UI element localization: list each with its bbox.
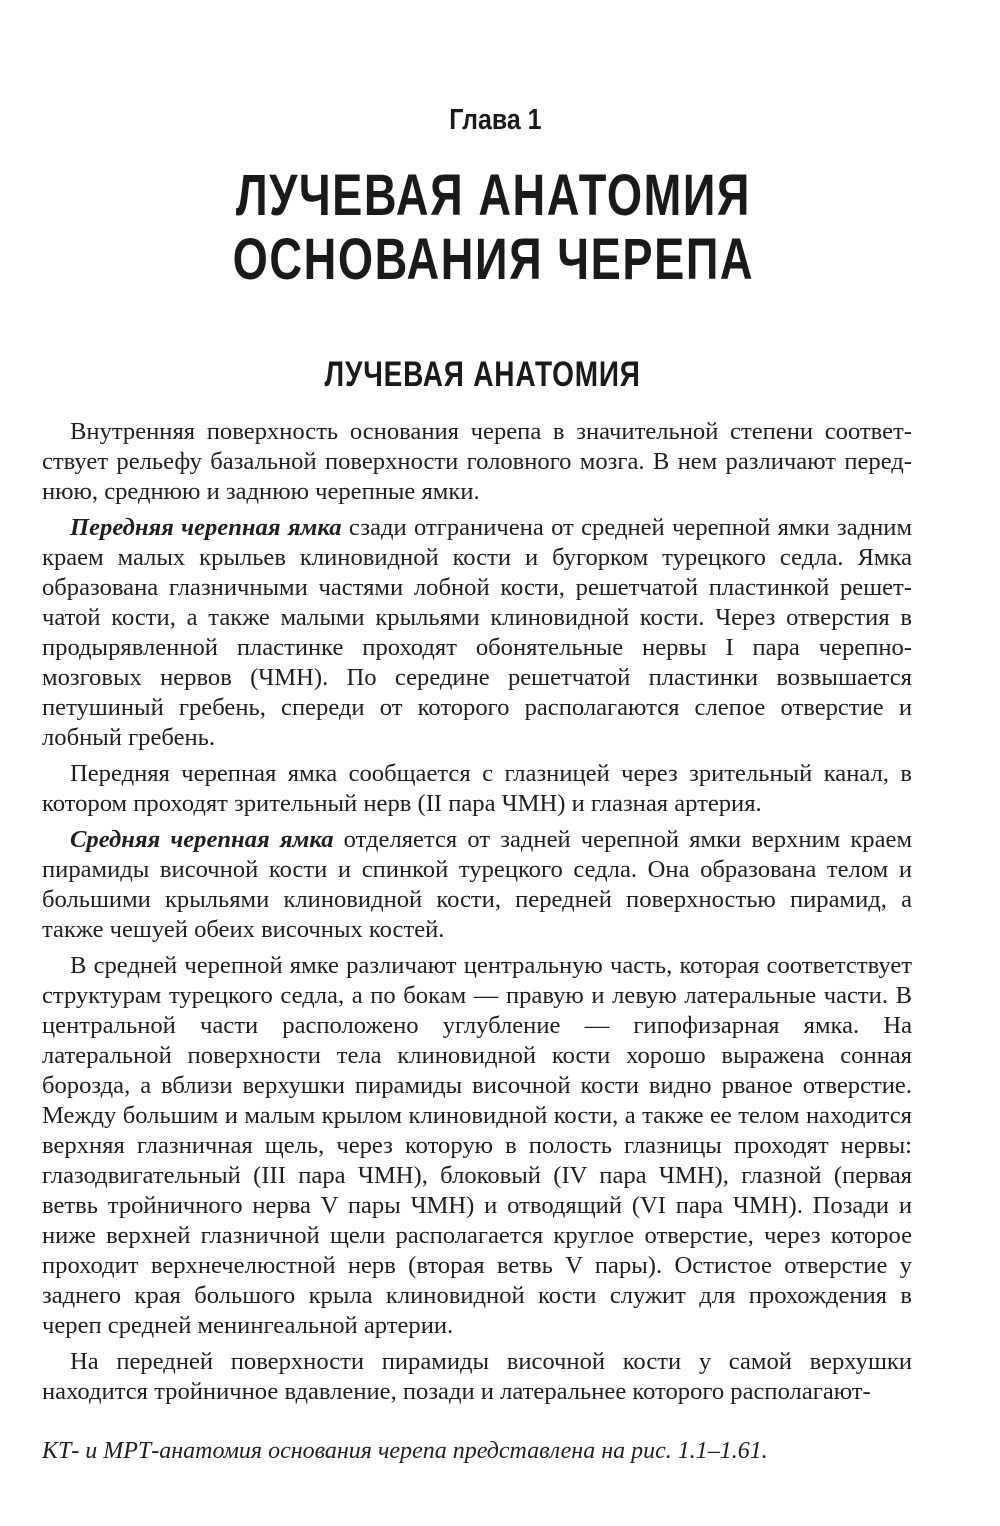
- paragraph-2: [42, 513, 912, 753]
- chapter-title: [0, 164, 1000, 292]
- paragraph-2-text: сзади отграничена от средней черепной ямки задним краем малых крыльев клиновидной кости и бугорком турецкого седла. Ямка образована глазничными частями лобной кости, решетчатой пластинкой решетчатой кости, а также малыми крыльями клиновидной кости. Через отверстия в продырявленной пластинке проходят обонятельные нервы I пара черепно-мозговых нервов (ЧМН). По середине решетчатой пластинки возвышается петушиный гребень, спереди от которого располагаются слепое отверстие и лобный гребень.: [42, 514, 913, 751]
- term-anterior-fossa: Передняя черепная ямка: [70, 514, 342, 541]
- chapter-label: Глава 1: [449, 104, 542, 136]
- paragraph-6: На передней поверхности пирамиды височной кости у самой верхушки находится тройничное вдавление, позади и латеральнее которого располагают-: [42, 1348, 912, 1405]
- term-middle-fossa: Средняя черепная ямка: [70, 826, 334, 853]
- paragraph-4-text: отделяется от задней черепной ямки верхним краем пирамиды височной кости и спинкой турецкого седла. Она образована телом и большими крыльями клиновидной кости, передней поверхностью пирамид, а также чешуей обеих височных костей.: [42, 826, 913, 943]
- paragraph-3: Передняя черепная ямка сообщается с глазницей через зрительный канал, в котором проходят зрительный нерв (II пара ЧМН) и глазная артерия.: [42, 760, 912, 817]
- section-title-text: ЛУЧЕВАЯ АНАТОМИЯ: [324, 355, 642, 394]
- footnote: КТ- и МРТ-анатомия основания черепа представлена на рис. 1.1–1.61.: [42, 1438, 768, 1464]
- chapter-title-line-1: ЛУЧЕВАЯ АНАТОМИЯ: [235, 163, 751, 228]
- paragraph-1: Внутренняя поверхность основания черепа в значительной степени соответствует рельефу базальной поверхности головного мозга. В нем различают переднюю, среднюю и заднюю черепные ямки.: [42, 418, 912, 505]
- section-title: [0, 355, 1000, 395]
- paragraph-5: В средней черепной ямке различают центральную часть, которая соответствует структурам турецкого седла, а по бокам — правую и левую латеральные части. В центральной части расположено углубление — гипофизарная ямка. На латеральной поверхности тела клиновидной кости хорошо выражена сонная борозда, а вблизи верхушки пирамиды височной кости видно рваное отверстие. Между большим и малым крылом клиновидной кости, а также ее телом находится верхняя глазничная щель, через которую в полость глазницы проходят нервы: глазодвигательный (III пара ЧМН), блоковый (IV пара ЧМН), глазной (первая ветвь тройничного нерва V пары ЧМН) и отводящий (VI пара ЧМН). Позади и ниже верхней глазничной щели располагается круглое отверстие, через которое проходит верхнечелюстной нерв (вторая ветвь V пары). Остистое отверстие у заднего края большого крыла клиновидной кости служит для прохождения в череп средней менингеальной артерии.: [42, 952, 912, 1339]
- body-text: [42, 417, 912, 1413]
- paragraph-4: [42, 825, 912, 945]
- chapter-title-line-2: ОСНОВАНИЯ ЧЕРЕПА: [232, 227, 755, 292]
